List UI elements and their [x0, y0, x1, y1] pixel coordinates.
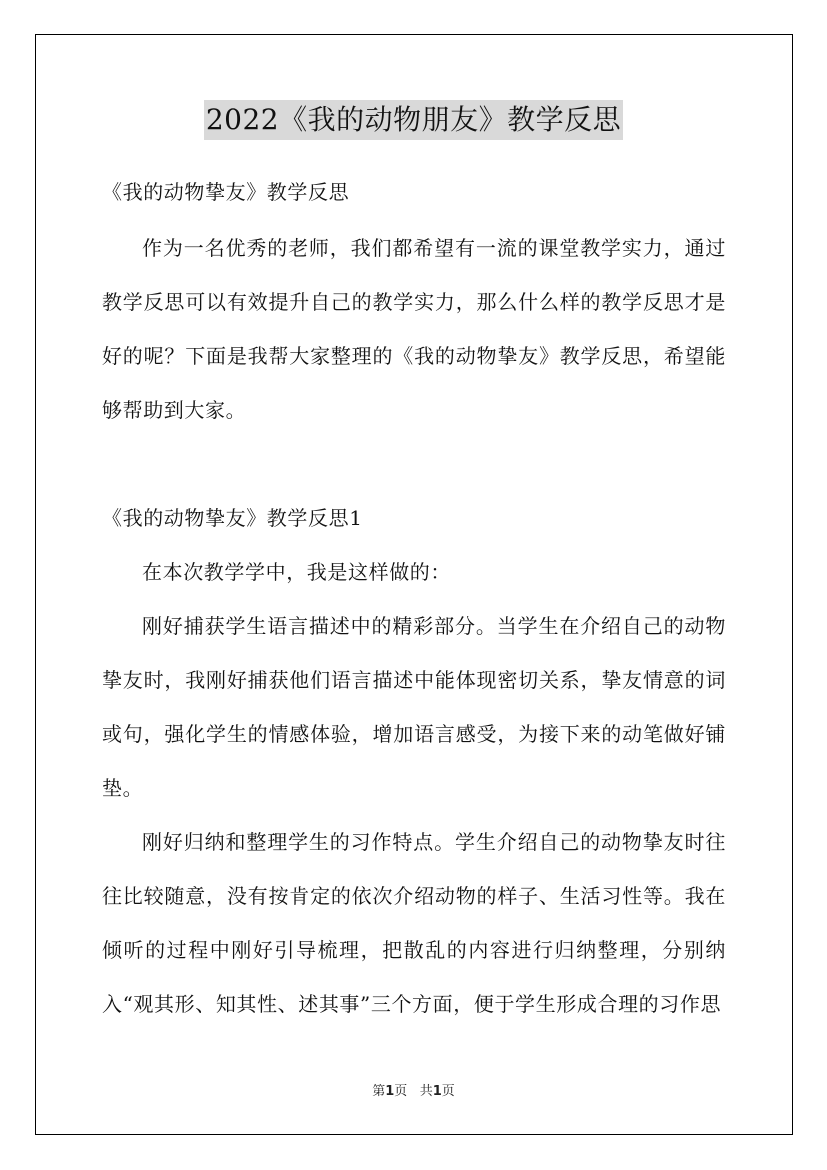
- section-heading-1: 《我的动物挚友》教学反思1: [102, 506, 363, 530]
- footer-total-number: 1: [432, 1084, 442, 1099]
- paragraph-2: 刚好捕获学生语言描述中的精彩部分。当学生在介绍自己的动物挚友时，我刚好捕获他们语言描述中能体现密切关系，挚友情意的词或句，强化学生的情感体验，增加语言感受，为接下来的动笔做好铺垫。: [102, 614, 726, 800]
- footer-page-prefix: 第: [372, 1084, 386, 1099]
- page-footer: [0, 1082, 827, 1102]
- paragraph-1: 在本次教学学中，我是这样做的：: [142, 560, 451, 584]
- document-title: 2022《我的动物朋友》教学反思: [204, 100, 623, 140]
- paragraph-3: 刚好归纳和整理学生的习作特点。学生介绍自己的动物挚友时往往比较随意，没有按肯定的依次介绍动物的样子、生活习性等。我在倾听的过程中刚好引导梳理，把散乱的内容进行归纳整理，分别纳入“观其形、知其性、述其事”三个方面，便于学生形成合理的习作思: [102, 830, 726, 1016]
- footer-page-suffix: 页: [394, 1084, 408, 1099]
- footer-total-suffix: 页: [441, 1084, 455, 1099]
- document-subtitle: 《我的动物挚友》教学反思: [102, 180, 350, 204]
- intro-paragraph: 作为一名优秀的老师，我们都希望有一流的课堂教学实力，通过教学反思可以有效提升自己的教学实力，那么什么样的教学反思才是好的呢？下面是我帮大家整理的《我的动物挚友》教学反思，希望能够帮助到大家。: [102, 236, 726, 422]
- title-container: [0, 100, 827, 140]
- footer-page-number: 1: [385, 1084, 395, 1099]
- footer-total-prefix: 共: [419, 1084, 433, 1099]
